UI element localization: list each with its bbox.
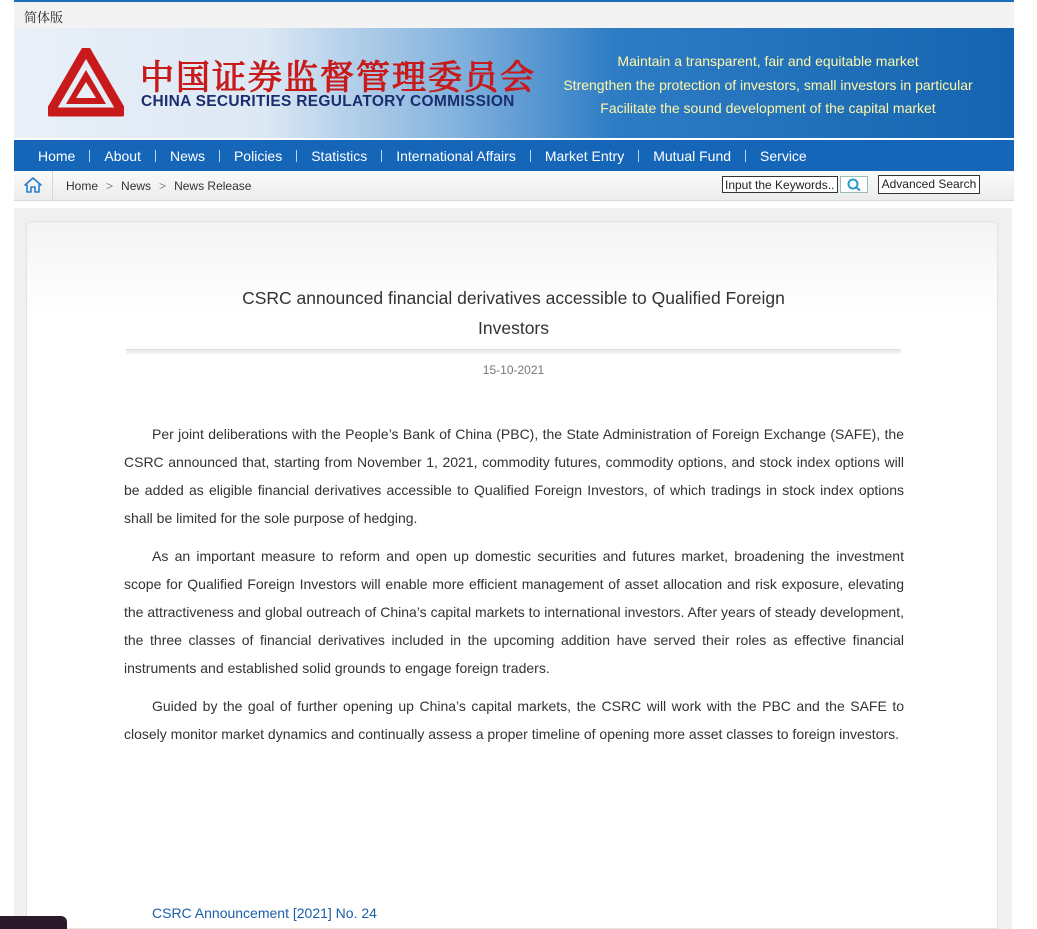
overlay-corner — [0, 916, 67, 929]
search-button[interactable] — [840, 176, 868, 193]
breadcrumb-bar — [14, 171, 1014, 201]
site-banner — [14, 28, 1014, 138]
nav-item-international-affairs[interactable]: International Affairs — [396, 147, 516, 164]
article-body — [124, 420, 904, 758]
slogan-line: Maintain a transparent, fair and equitable market — [617, 53, 919, 69]
breadcrumb-news[interactable]: News — [121, 179, 152, 193]
nav-item-mutual-fund[interactable]: Mutual Fund — [653, 147, 732, 164]
csrc-logo-icon[interactable] — [48, 48, 124, 118]
breadcrumb-separator: > — [159, 179, 167, 193]
slogans — [548, 50, 988, 121]
main-nav — [14, 140, 1014, 171]
search-icon — [841, 177, 867, 192]
title-divider — [126, 349, 901, 354]
nav-item-statistics[interactable]: Statistics — [311, 147, 368, 164]
nav-item-home[interactable]: Home — [38, 147, 76, 164]
advanced-search-button[interactable]: Advanced Search — [878, 175, 980, 194]
nav-item-about[interactable]: About — [104, 147, 141, 164]
top-bar — [14, 0, 1014, 28]
breadcrumb-current: News Release — [174, 179, 252, 193]
search-input[interactable] — [722, 176, 838, 193]
nav-item-news[interactable]: News — [169, 147, 205, 164]
home-icon[interactable] — [24, 177, 42, 193]
nav-item-service[interactable]: Service — [760, 147, 807, 164]
nav-item-policies[interactable]: Policies — [233, 147, 283, 164]
breadcrumb — [66, 179, 251, 193]
article-paragraph: As an important measure to reform and open up domestic securities and futures market, broadening the investment scope for Qualified Foreign Investors will enable more efficient management of asset allocation and risk exposure, elevating the attractiveness and global outreach of China’s capital markets to international investors. After years of steady development, the three classes of financial derivatives included in the upcoming addition have served their roles as effective financial instruments and established solid grounds to engage foreign traders. — [124, 548, 904, 676]
attachment-link[interactable]: CSRC Announcement [2021] No. 24 — [152, 905, 377, 921]
slogan-line: Facilitate the sound development of the capital market — [600, 100, 936, 116]
article-paragraph: Per joint deliberations with the People’s Bank of China (PBC), the State Administration of Foreign Exchange (SAFE), the CSRC announced that, starting from November 1, 2021, commodity futures, commodity options, and stock index options will be added as eligible financial derivatives accessible to Qualified Foreign Investors, of which tradings in stock index options shall be limited for the sole purpose of hedging. — [124, 426, 904, 526]
divider — [52, 171, 53, 201]
breadcrumb-separator: > — [106, 179, 114, 193]
article-paragraph: Guided by the goal of further opening up China’s capital markets, the CSRC will work with the PBC and the SAFE to closely monitor market dynamics and continually assess a proper timeline of opening more asset classes to foreign investors. — [124, 698, 904, 742]
slogan-line: Strengthen the protection of investors, small investors in particular — [563, 76, 973, 93]
language-switch-link[interactable]: 简体版 — [24, 10, 64, 25]
site-title-english: CHINA SECURITIES REGULATORY COMMISSION — [141, 93, 515, 110]
article-date: 15-10-2021 — [482, 363, 545, 377]
site-title-chinese: 中国证券监督管理委员会 — [140, 58, 536, 98]
breadcrumb-home[interactable]: Home — [66, 179, 99, 193]
nav-item-market-entry[interactable]: Market Entry — [544, 147, 625, 164]
article-title: CSRC announced financial derivatives accessible to Qualified Foreign Investors — [242, 288, 785, 338]
